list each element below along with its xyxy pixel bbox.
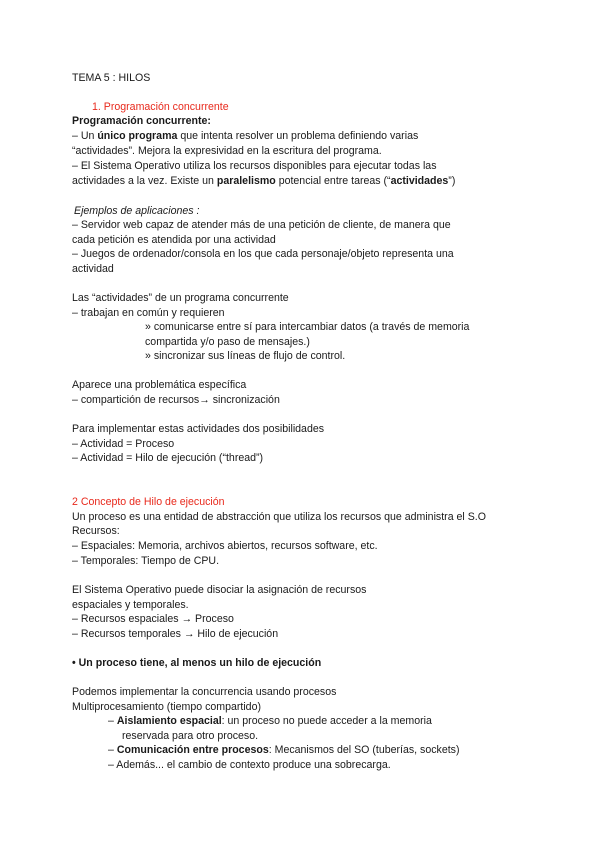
paragraph-line: – compartición de recursos→ sincronización: [72, 394, 280, 406]
text-run: –: [108, 744, 117, 756]
paragraph-line: Podemos implementar la concurrencia usando procesos: [72, 686, 337, 698]
text-run: que intenta resolver un problema definiendo varias: [177, 130, 419, 142]
paragraph-line: Recursos:: [72, 525, 120, 537]
examples-title: Ejemplos de aplicaciones :: [74, 205, 200, 217]
text-run: : Mecanismos del SO (tuberías, sockets): [268, 744, 460, 756]
paragraph-line: Aparece una problemática específica: [72, 379, 247, 391]
paragraph-line: – El Sistema Operativo utiliza los recursos disponibles para ejecutar todas las: [72, 160, 437, 172]
paragraph-line: – Además... el cambio de contexto produce una sobrecarga.: [108, 759, 391, 771]
section-1-heading: 1. Programación concurrente: [92, 101, 229, 113]
text-run: ”): [448, 175, 456, 187]
paragraph-line: – Servidor web capaz de atender más de una petición de cliente, de manera que: [72, 219, 451, 231]
paragraph-line: – Recursos espaciales → Proceso: [72, 613, 234, 625]
paragraph-line: cada petición es atendida por una actividad: [72, 234, 276, 246]
text-run: actividades a la vez. Existe un: [72, 175, 217, 187]
paragraph-line: compartida y/o paso de mensajes.): [145, 336, 310, 348]
text-run: – Un: [72, 130, 98, 142]
paragraph-line: Para implementar estas actividades dos posibilidades: [72, 423, 325, 435]
paragraph-line: [108, 744, 460, 757]
paragraph-line: actividad: [72, 263, 114, 275]
paragraph-line: – Actividad = Proceso: [72, 438, 175, 450]
paragraph-line: reservada para otro proceso.: [122, 730, 259, 742]
bold-run: Comunicación entre procesos: [116, 744, 269, 756]
bold-run: actividades: [390, 175, 449, 187]
section-2-heading: 2 Concepto de Hilo de ejecución: [72, 496, 225, 508]
paragraph-line: – Espaciales: Memoria, archivos abiertos, recursos software, etc.: [72, 540, 378, 552]
paragraph-line: – trabajan en común y requieren: [72, 307, 225, 319]
paragraph-line: – Actividad = Hilo de ejecución (“thread”): [72, 452, 264, 464]
paragraph-line: [72, 130, 418, 143]
bullet-line: [72, 657, 321, 670]
paragraph-line: Las “actividades” de un programa concurrente: [72, 292, 289, 304]
text-run: potencial entre tareas (“: [275, 175, 391, 187]
paragraph-line: [108, 715, 432, 728]
paragraph-line: » comunicarse entre sí para intercambiar datos (a través de memoria: [145, 321, 470, 333]
paragraph-line: » sincronizar sus líneas de flujo de control.: [145, 350, 346, 362]
section-1-subheading: [72, 115, 211, 128]
bold-run: único programa: [97, 130, 178, 142]
paragraph-line: – Juegos de ordenador/consola en los que cada personaje/objeto representa una: [72, 248, 454, 260]
paragraph-line: Multiprocesamiento (tiempo compartido): [72, 701, 261, 713]
text-run: : un proceso no puede acceder a la memoria: [221, 715, 432, 727]
bold-run: paralelismo: [216, 175, 276, 187]
paragraph-line: “actividades”. Mejora la expresividad en la escritura del programa.: [72, 145, 382, 157]
text-run: –: [108, 715, 117, 727]
paragraph-line: El Sistema Operativo puede disociar la asignación de recursos: [72, 584, 367, 596]
paragraph-line: Un proceso es una entidad de abstracción que utiliza los recursos que administra el S.O: [72, 511, 486, 523]
document-title: TEMA 5 : HILOS: [72, 72, 151, 84]
paragraph-line: espaciales y temporales.: [72, 599, 189, 611]
bold-run: Aislamiento espacial: [116, 715, 222, 727]
subheading-text: Programación concurrente:: [72, 115, 211, 127]
paragraph-line: – Recursos temporales → Hilo de ejecución: [72, 628, 279, 640]
paragraph-line: – Temporales: Tiempo de CPU.: [72, 555, 220, 567]
bullet-text: • Un proceso tiene, al menos un hilo de ejecución: [72, 657, 322, 669]
paragraph-line: [72, 175, 455, 188]
